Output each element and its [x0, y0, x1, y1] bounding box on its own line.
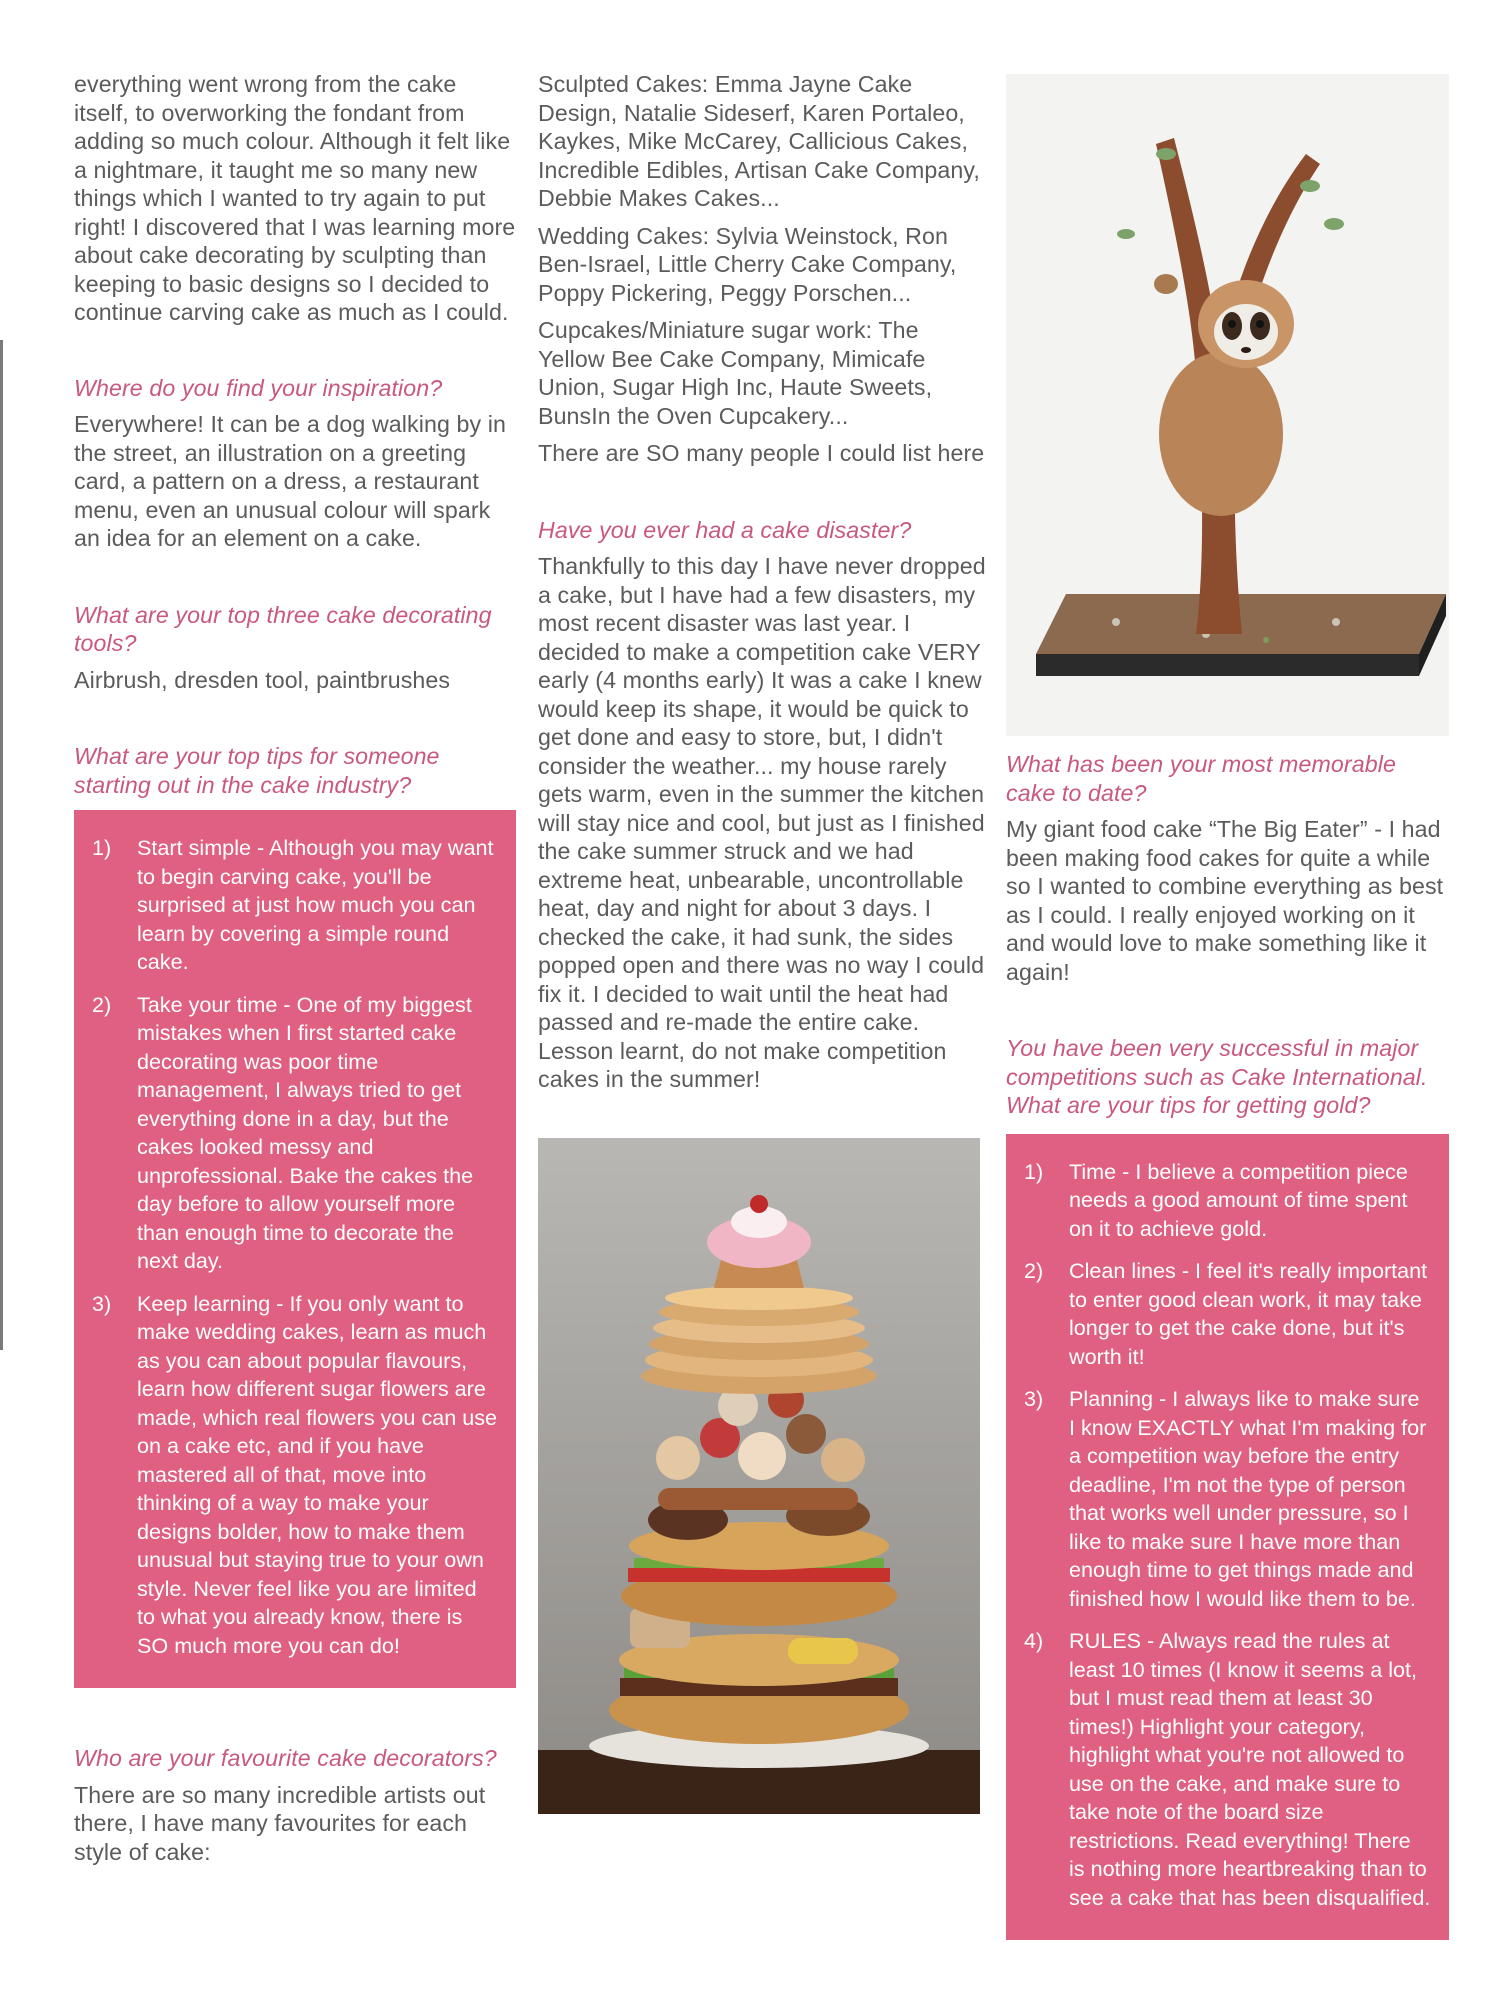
tip-number: 3) — [92, 1290, 112, 1316]
question-cake-disaster: Have you ever had a cake disaster? — [538, 516, 912, 543]
answer-inspiration: Everywhere! It can be a dog walking by in the street, an illustration on a greeting card, a pattern on a dress, a restaurant menu, even an unusual colour will spark an idea for an element on a cake. — [74, 411, 507, 551]
big-eater-cake-photo — [538, 1138, 980, 1814]
tips-list — [92, 834, 498, 1660]
tip-text: Start simple - Although you may want to begin carving cake, you'll be surprised at just how much you can learn by covering a simple round cake. — [137, 835, 494, 974]
tip-text: Keep learning - If you only want to make wedding cakes, learn as much as you can about popular flavours, learn how different sugar flowers are made, which real flowers you can use on a cake etc, and if you have mastered all of that, move into thinking of a way to make your designs bolder, how to make them unusual but staying true to your own style. Never feel like you are limited to what you already know, there is SO much more you can do! — [137, 1290, 498, 1658]
tip-text: Planning - I always like to make sure I know EXACTLY what I'm making for a competition way before the entry deadline, I'm not the type of person that works well under pressure, so I like to make sure I have more than enough time to get things made and finished how I would like them to be. — [1069, 1386, 1427, 1611]
tip-item — [1024, 1257, 1431, 1371]
tip-item — [92, 834, 498, 977]
sculpted-cakes-paragraph: Sculpted Cakes: Emma Jayne Cake Design, Natalie Sideserf, Karen Portaleo, Kaykes, Mike McCarey, Callicious Cakes, Incredible Edibles, Artisan Cake Company, Debbie Makes Cakes... — [538, 71, 980, 211]
question-inspiration: Where do you find your inspiration? — [74, 374, 443, 401]
tip-number: 4) — [1024, 1628, 1044, 1653]
tips-box — [74, 810, 516, 1688]
slow-loris-tree-illustration — [1006, 74, 1449, 736]
question-top-tips: What are your top tips for someone starting out in the cake industry? — [74, 743, 440, 798]
gold-tips-list — [1024, 1158, 1431, 1913]
tip-item — [92, 991, 498, 1276]
column-left — [74, 70, 516, 1866]
answer-favourite-decorators: There are so many incredible artists out there, I have many favourites for each style of cake: — [74, 1781, 486, 1865]
question-memorable-cake: What has been your most memorable cake to date? — [1006, 751, 1396, 806]
column-middle — [538, 70, 990, 1814]
column-right — [1006, 74, 1449, 1940]
question-favourite-decorators: Who are your favourite cake decorators? — [74, 1745, 497, 1771]
question-tools: What are your top three cake decorating tools? — [74, 601, 492, 656]
tip-number: 1) — [1024, 1158, 1044, 1184]
tip-text: Time - I believe a competition piece needs a good amount of time spent on it to achieve gold. — [1069, 1158, 1408, 1241]
food-tower-illustration — [538, 1138, 980, 1814]
intro-paragraph: everything went wrong from the cake itself, to overworking the fondant from adding so much colour. Although it felt like a nightmare, it taught me so many new things which I wanted to try again to put right! I discovered that I was learning more about cake decorating by sculpting than keeping to basic designs so I decided to continue carving cake as much as I could. — [74, 71, 516, 325]
tip-item — [1024, 1385, 1431, 1613]
tip-text: Clean lines - I feel it's really important to enter good clean work, it may take longer to get the cake done, but it's worth it! — [1069, 1258, 1428, 1369]
tip-number: 2) — [1024, 1258, 1044, 1283]
tip-text: Take your time - One of my biggest mistakes when I first started cake decorating was poor time management, I always tried to get everything done in a day, but the cakes looked messy and unprofessional. Bake the cakes the day before to allow yourself more than enough time to decorate the next day. — [137, 991, 474, 1273]
answer-cake-disaster: Thankfully to this day I have never dropped a cake, but I have had a few disasters, my most recent disaster was last year. I decided to make a competition cake VERY early (4 months early) It was a cake I knew would keep its shape, it would be quick to get done and easy to store, but, I didn't consider the weather... my house rarely gets warm, even in the summer the kitchen will stay nice and cool, but just as I finished the cake summer struck and we had extreme heat, unbearable, uncontrollable heat, day and night for about 3 days. I checked the cake, it had sunk, the sides popped open and there was no way I could fix it. I decided to wait until the heat had passed and re-made the entire cake. Lesson learnt, do not make competition cakes in the summer! — [538, 553, 986, 1092]
cupcakes-paragraph: Cupcakes/Miniature sugar work: The Yellow Bee Cake Company, Mimicafe Union, Sugar High Inc, Haute Sweets, BunsIn the Oven Cupcakery... — [538, 317, 933, 429]
page-edge-line — [0, 340, 3, 1350]
many-people-paragraph: There are SO many people I could list here — [538, 440, 985, 466]
answer-memorable-cake: My giant food cake “The Big Eater” - I had been making food cakes for quite a while so I wanted to combine everything as best as I could. I really enjoyed working on it and would love to make something like it again! — [1006, 816, 1444, 985]
tip-number: 2) — [92, 991, 112, 1017]
slow-loris-cake-photo — [1006, 74, 1449, 736]
tip-item — [1024, 1158, 1431, 1244]
tip-item — [1024, 1627, 1431, 1912]
tip-item — [92, 1290, 498, 1661]
tip-number: 3) — [1024, 1386, 1044, 1411]
answer-tools: Airbrush, dresden tool, paintbrushes — [74, 666, 451, 693]
wedding-cakes-paragraph: Wedding Cakes: Sylvia Weinstock, Ron Ben-Israel, Little Cherry Cake Company, Poppy Pickering, Peggy Porschen... — [538, 222, 957, 306]
tip-number: 1) — [92, 835, 112, 860]
gold-tips-box — [1006, 1134, 1449, 1941]
tip-text: RULES - Always read the rules at least 10 times (I know it seems a lot, but I must read them at least 30 times!) Highlight your category, highlight what you're not allowed to use on the cake, and make sure to take note of the board size restrictions. Read everything! There is nothing more heartbreaking than to see a cake that has been disqualified. — [1069, 1628, 1431, 1910]
question-getting-gold: You have been very successful in major competitions such as Cake International. What are your tips for getting gold? — [1006, 1035, 1428, 1118]
